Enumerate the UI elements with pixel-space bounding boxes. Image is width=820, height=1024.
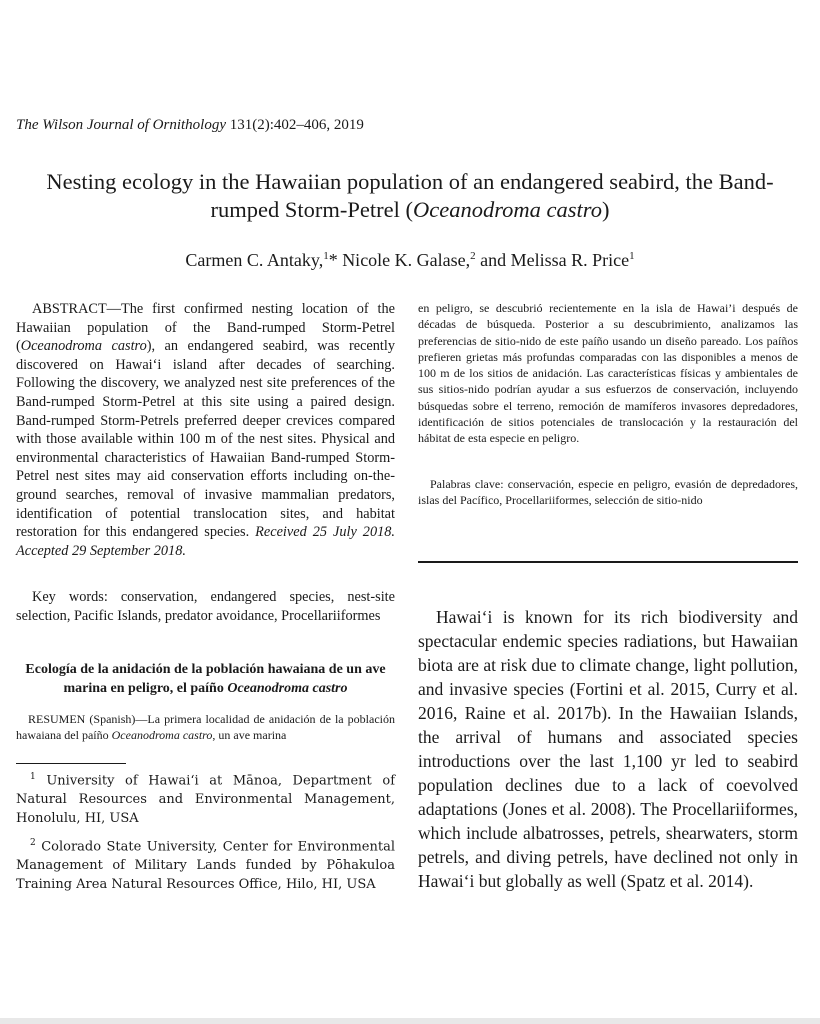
resumen-continued: en peligro, se descubrió recientemente en la isla de Hawai’i después de décadas de búsqueda. Posterior a su descubrimiento, analizamos las preferencias de sitio-nido de este paíño usando un diseño pareado. Los paíños prefieren grietas más profundas comparadas con las disponibles a menos de 100 m de los sitios de anidación. Las características físicas y ambientales de sus sitios-nido podrían ayudar a sus esfuerzos de conservación, incluyendo búsquedas sobre el terreno, remoción de mamíferos invasores depredadores, identificación de sitios potenciales de translocación y la restauración del hábitat de esta especie en peligro. <box>418 301 798 446</box>
section-divider <box>418 561 798 563</box>
abstract <box>16 300 395 560</box>
palabras-clave: Palabras clave: conservación, especie en peligro, evasión de depredadores, islas del Pacífico, Procellariiformes, selección de sitio-nido <box>418 477 798 508</box>
resumen-text-1: RESUMEN (Spanish)—La primera localidad de anidación de la población hawaiana del paíño <box>16 712 395 742</box>
footnote-1 <box>16 768 395 828</box>
spanish-title-species: Oceanodroma castro <box>227 681 348 696</box>
abstract-species: Oceanodroma castro <box>20 338 147 355</box>
title-species: Oceanodroma castro <box>413 197 602 222</box>
footnote-divider <box>16 763 126 764</box>
page-bottom-edge <box>0 1018 820 1024</box>
resumen-text-2: , un ave marina <box>212 728 287 742</box>
corresponding-mark: * <box>328 250 338 270</box>
keywords: Key words: conservation, endangered species, nest-site selection, Pacific Islands, predator avoidance, Procellariiformes <box>16 589 395 624</box>
journal-citation <box>16 117 364 134</box>
author-3: and Melissa R. Price <box>480 250 630 270</box>
title-close: ) <box>601 197 610 222</box>
author-2-affiliation: 2 <box>470 250 476 262</box>
footnote-2-mark: 2 <box>30 838 36 849</box>
author-1: Carmen C. Antaky, <box>185 250 324 270</box>
received-dates: Received 25 July 2018. Accepted 29 September 2018. <box>16 524 395 559</box>
footnotes <box>16 768 395 900</box>
journal-volume: 131(2):402–406, 2019 <box>229 117 364 133</box>
resumen <box>16 711 395 743</box>
footnote-2 <box>16 834 395 894</box>
resumen-species: Oceanodroma castro <box>111 728 213 742</box>
abstract-text-1: ABSTRACT—The first confirmed nesting location of the Hawaiian population of the Band-rumped Storm-Petrel ( <box>16 301 395 355</box>
author-2: Nicole K. Galase, <box>342 250 471 270</box>
footnote-1-mark: 1 <box>30 772 36 782</box>
author-3-affiliation: 1 <box>629 250 635 262</box>
spanish-title-text: Ecología de la anidación de la población hawaiana de un ave marina en peligro, el paíño <box>25 662 386 696</box>
journal-name: The Wilson Journal of Ornithology <box>16 117 226 133</box>
abstract-text-2: ), an endangered seabird, was recently discovered on Hawai‘i island after decades of searching. Following the discovery, we analyzed nest site preferences of the Band-rumped Storm-Petrel at this site using a paired design. Band-rumped Storm-Petrels preferred deeper crevices compared with those available within 100 m of the nest sites. Physical and environmental characteristics of Hawaiian Band-rumped Storm-Petrel nest sites may aid conservation efforts including on-the-ground searches, removal of invasive mammalian predators, identification of potential translocation sites, and habitat restoration for this endangered species. <box>16 338 395 541</box>
footnote-2-text: Colorado State University, Center for Environmental Management of Military Lands funded by Pōhakuloa Training Area Natural Resources Office, Hilo, HI, USA <box>16 839 395 892</box>
article-title <box>16 168 804 224</box>
title-main: Nesting ecology in the Hawaiian population of an endangered seabird, the Band-rumped Storm-Petrel ( <box>46 169 774 222</box>
author-list <box>16 244 804 272</box>
body-paragraph: Hawai‘i is known for its rich biodiversity and spectacular endemic species radiations, but Hawaiian biota are at risk due to climate change, light pollution, and invasive species (Fortini et al. 2015, Curry et al. 2016, Raine et al. 2017b). In the Hawaiian Islands, the arrival of humans and associated species introductions over the last 1,100 yr led to seabird population declines due to a lack of coevolved adaptations (Jones et al. 2008). The Procellariiformes, which include albatrosses, petrels, shearwaters, storm petrels, and diving petrels, have declined not only in Hawai‘i but globally as well (Spatz et al. 2014). <box>418 607 798 891</box>
footnote-1-text: University of Hawai‘i at Mānoa, Department of Natural Resources and Environmental Management, Honolulu, HI, USA <box>16 773 396 826</box>
author-1-affiliation: 1 <box>323 250 329 262</box>
spanish-title <box>16 660 395 698</box>
